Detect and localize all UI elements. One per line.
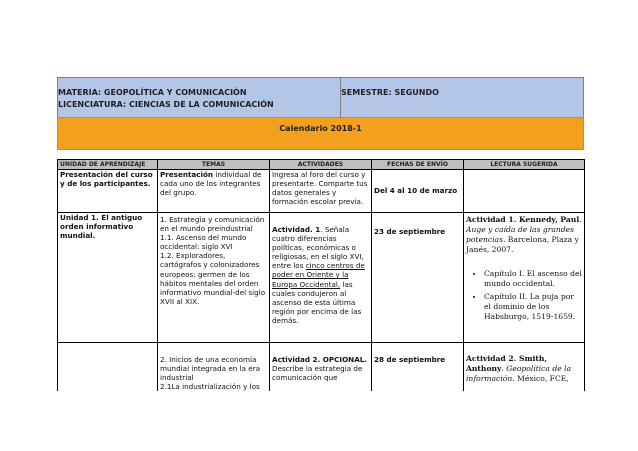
actividades-text: Ingresa al foro del curso y presentarte. Comparte tus datos generales y formación escolar previa. (272, 170, 368, 207)
tema-item: 1.1. Ascenso del mundo occidental: siglo XVI (160, 233, 247, 252)
col-header-temas: TEMAS (158, 160, 270, 170)
cell-unidad (58, 213, 158, 343)
tema-item: 1.2. Exploradores, cartógrafos y colonizadores europeos: germen de los hábitos mentales del orden informativo mundial-del siglo XVII al XIX. (160, 251, 266, 306)
cell-lectura (464, 170, 585, 213)
cell-actividades (270, 213, 372, 343)
temas-rest: individual de cada uno de los integrantes del grupo. (160, 170, 262, 198)
cell-temas (158, 213, 270, 343)
course-header (57, 77, 584, 120)
col-header-actividades: ACTIVIDADES (270, 160, 372, 170)
materia-label: MATERIA: GEOPOLÍTICA Y COMUNICACIÓN (58, 88, 247, 97)
table-header-row (58, 160, 585, 170)
lectura-bold: Actividad 1. Kennedy, Paul (466, 215, 580, 224)
tema-item: 1. Estrategia y comunicación en el mundo preindustrial (160, 215, 265, 234)
semester-cell (341, 78, 584, 120)
lectura-rest: . México, FCE, (512, 374, 569, 383)
actividad-bold: Actividad. 1 (272, 225, 321, 234)
table-row (58, 343, 585, 392)
schedule-table (57, 159, 585, 391)
table-row (58, 213, 585, 343)
col-header-unidad: UNIDAD DE APRENDIZAJE (58, 160, 158, 170)
lectura-italic: Geopolítica de la información (466, 364, 572, 383)
licenciatura-label: LICENCIATURA: CIENCIAS DE LA COMUNICACIÓN (58, 100, 274, 109)
lectura-dot: . (579, 215, 582, 224)
calendar-title: Calendario 2018-1 (279, 124, 362, 133)
cell-fechas (372, 343, 464, 392)
tema-item: 2.1La industrialización y los (160, 382, 260, 392)
cell-actividades (270, 170, 372, 213)
actividad-text: . Señala cuatro diferencias políticas, económicas o religiosas, en el siglo XVI, entre los (272, 225, 364, 271)
actividad-text: las cuales condujeron al ascenso de esta última región por encima de las demás. (272, 279, 362, 325)
semestre-label: SEMESTRE: SEGUNDO (341, 88, 439, 97)
cell-lectura (464, 343, 585, 392)
list-item: • Capítulo II. La puja por el dominio de los Habsburgo, 1519-1659. (484, 292, 582, 322)
actividad-link[interactable]: cinco centros de poder en Oriente y la Europa Occidental, (272, 261, 365, 289)
calendar-banner (57, 117, 584, 150)
unidad-text: Unidad 1. El antiguo orden informativo mundial. (60, 213, 143, 241)
lectura-bold: Actividad 2. Smith, Anthony (466, 354, 548, 373)
temas-bold: Presentación (160, 170, 214, 179)
lectura-list (466, 269, 582, 322)
cell-temas (158, 170, 270, 213)
cell-fechas (372, 170, 464, 213)
table-row (58, 170, 585, 213)
col-header-fechas: FECHAS DE ENVÍO (372, 160, 464, 170)
cell-lectura (464, 213, 585, 343)
course-info-cell (58, 78, 341, 120)
fechas-text: Del 4 al 10 de marzo (374, 186, 458, 196)
cell-actividades (270, 343, 372, 392)
lectura-dot: . (501, 364, 507, 373)
fechas-text: 23 de septiembre (374, 227, 446, 236)
actividad-bold: Actividad 2. OPCIONAL. (272, 355, 368, 364)
col-header-lectura: LECTURA SUGERIDA (464, 160, 585, 170)
list-item: • Capítulo I. El ascenso del mundo occidental. (484, 269, 582, 289)
cell-fechas (372, 213, 464, 343)
cell-unidad (58, 170, 158, 213)
unidad-text: Presentación del curso y de los participantes. (60, 170, 153, 189)
cell-temas (158, 343, 270, 392)
cell-unidad (58, 343, 158, 392)
actividad-text: Describe la estrategia de comunicación que (272, 364, 363, 383)
lectura-rest: . Barcelona, Plaza y Janés, 2007. (466, 235, 579, 254)
tema-item: 2. Inicios de una economía mundial integrada en la era industrial (160, 355, 261, 383)
lectura-italic: Auge y caída de las grandes potencias (466, 225, 575, 244)
fechas-text: 28 de septiembre (374, 355, 446, 364)
